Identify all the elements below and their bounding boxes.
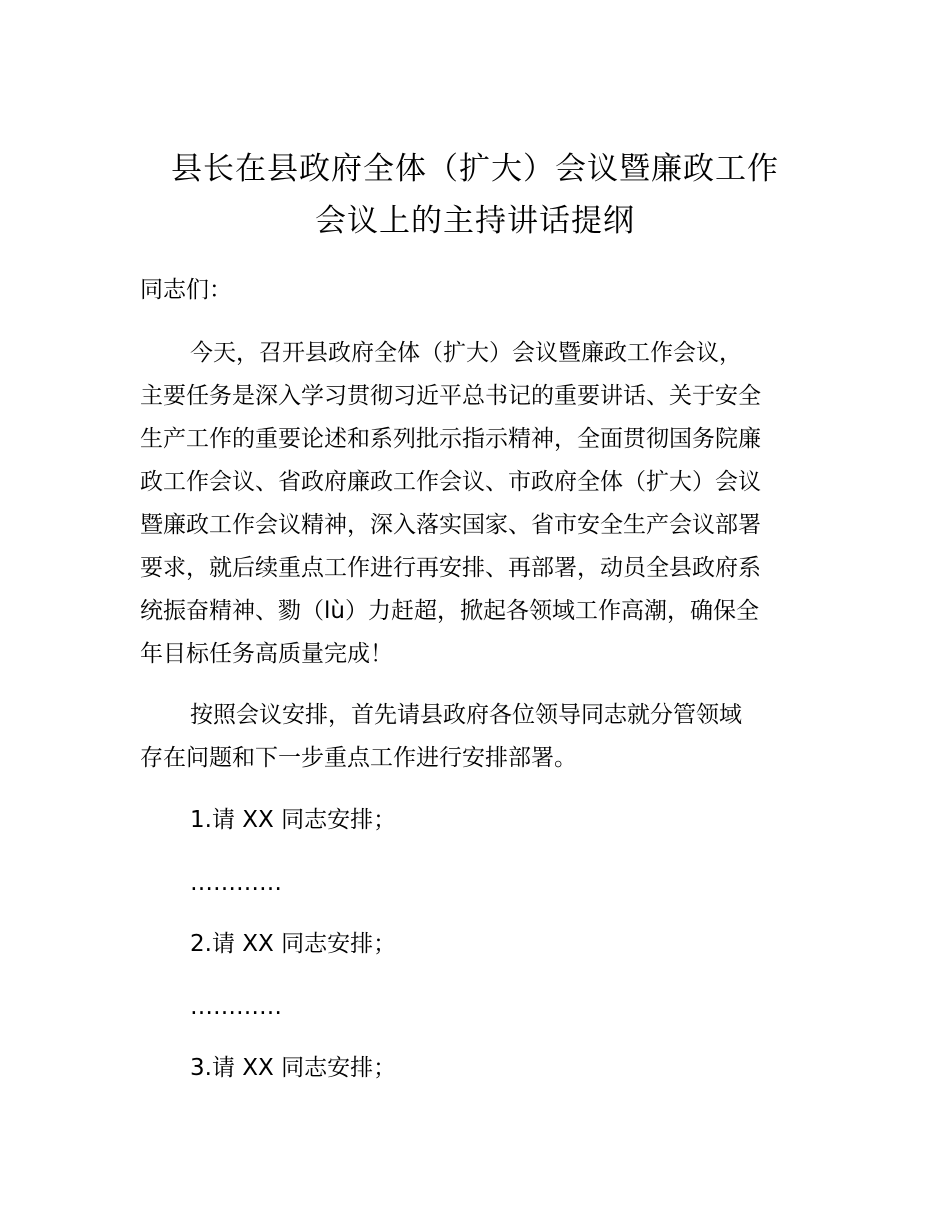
document-title [0, 143, 950, 247]
paragraph-1-line-2: 主要任务是深入学习贯彻习近平总书记的重要讲话、关于安全 [140, 383, 761, 409]
paragraph-1-line-3: 生产工作的重要论述和系列批示指示精神，全面贯彻国务院廉 [140, 426, 761, 452]
paragraph-2-line-2: 存在问题和下一步重点工作进行安排部署。 [140, 745, 577, 771]
paragraph-1-line-8: 年目标任务高质量完成！ [140, 641, 393, 667]
paragraph-1-line-7: 统振奋精神、勠（lù）力赶超，掀起各领域工作高潮，确保全 [140, 598, 759, 624]
title-line-2: 会议上的主持讲话提纲 [315, 203, 635, 239]
title-line-1: 县长在县政府全体（扩大）会议暨廉政工作 [171, 151, 779, 187]
paragraph-1-line-4: 政工作会议、省政府廉政工作会议、市政府全体（扩大）会议 [140, 469, 761, 495]
agenda-ellipsis-1: ………… [190, 870, 282, 896]
paragraph-1-line-6: 要求，就后续重点工作进行再安排、再部署，动员全县政府系 [140, 555, 761, 581]
agenda-item-3: 3.请 XX 同志安排； [190, 1055, 397, 1081]
agenda-item-1: 1.请 XX 同志安排； [190, 807, 397, 833]
agenda-item-2: 2.请 XX 同志安排； [190, 931, 397, 957]
agenda-ellipsis-2: ………… [190, 994, 282, 1020]
salutation: 同志们： [140, 277, 232, 303]
paragraph-1-line-1: 今天，召开县政府全体（扩大）会议暨廉政工作会议， [190, 340, 742, 366]
paragraph-2-line-1: 按照会议安排，首先请县政府各位领导同志就分管领域 [190, 702, 742, 728]
paragraph-1-line-5: 暨廉政工作会议精神，深入落实国家、省市安全生产会议部署 [140, 512, 761, 538]
